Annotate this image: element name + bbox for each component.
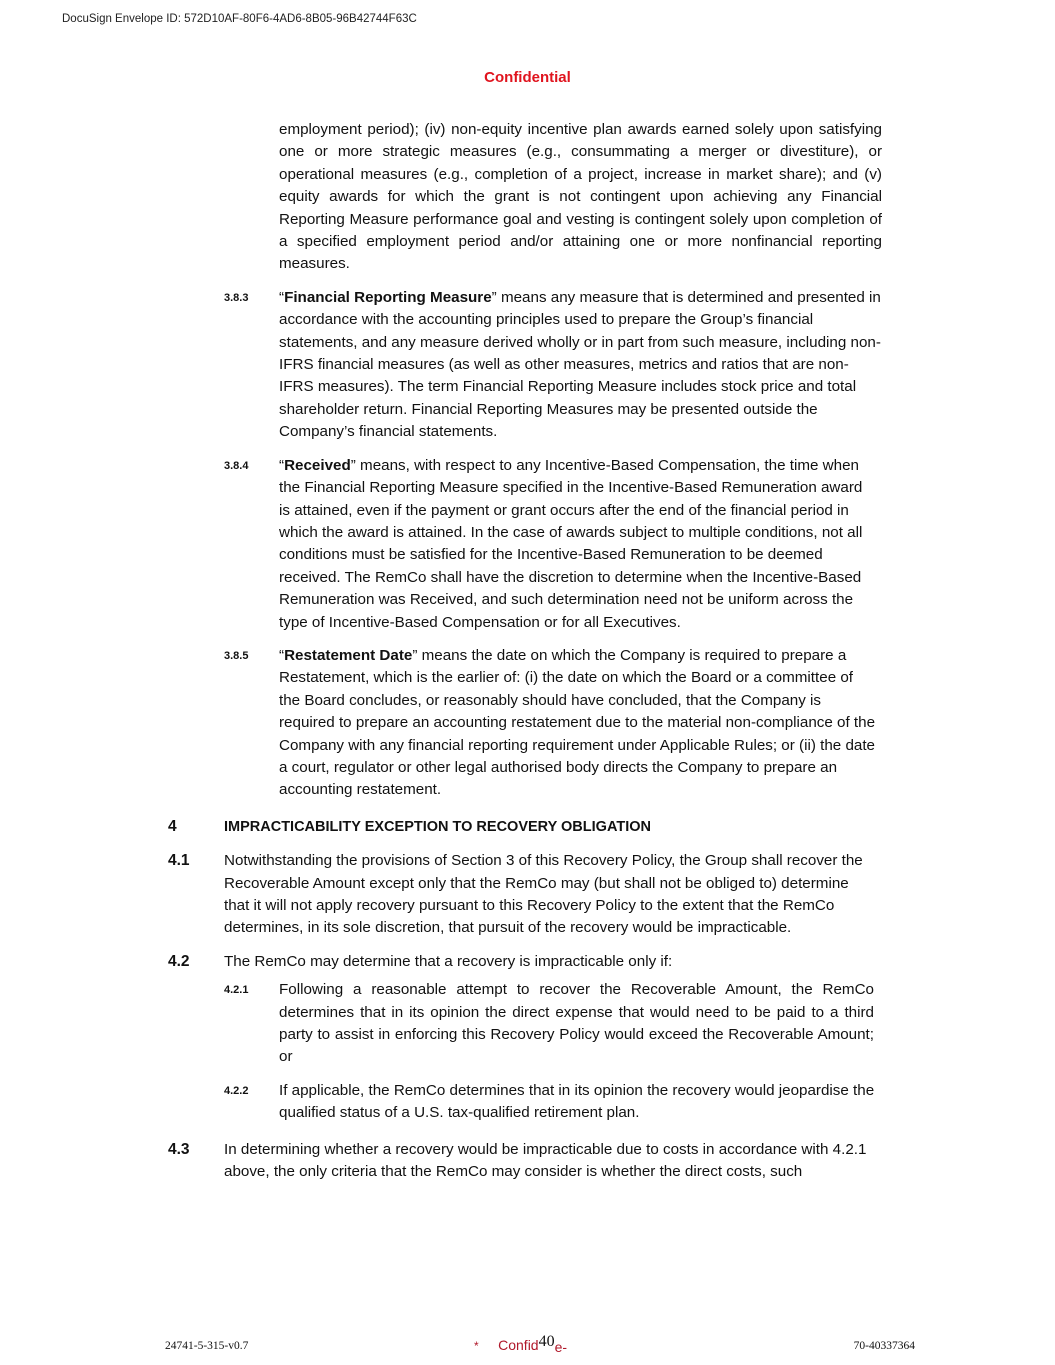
open-quote: “ <box>279 646 285 664</box>
clause-3-8-3 <box>224 287 882 444</box>
paragraph-text: In determining whether a recovery would be impracticable due to costs in accordance with 4.2.1 above, the only criteria that the RemCo may consider is whether the direct costs, such <box>224 1140 867 1181</box>
footer-center <box>474 1333 568 1355</box>
footer-center-suffix: e- <box>554 1339 568 1355</box>
clause-text: means, with respect to any Incentive-Based Compensation, the time when the Financial Reporting Measure specified in the Incentive-Based Remuneration award is attained, even if the payment or grant occurs after the end of the financial period in which the award is attained. In the case of awards subject to multiple conditions, not all conditions must be satisfied for the Incentive-Based Remuneration to be deemed received. The RemCo shall have the discretion to determine when the Incentive-Based Remuneration was Received, and such determination need not be uniform across the type of Incentive-Based Compensation or for all Executives. <box>279 456 863 631</box>
open-quote: “ <box>279 288 285 306</box>
paragraph-text: If applicable, the RemCo determines that in its opinion the recovery would jeopardise the qualified status of a U.S. tax-qualified retirement plan. <box>279 1081 875 1122</box>
defined-term: Restatement Date <box>284 646 413 664</box>
clause-number: 3.8.5 <box>224 649 249 662</box>
paragraph-text: The RemCo may determine that a recovery is impracticable only if: <box>224 952 673 970</box>
paragraph-4-2 <box>168 951 876 973</box>
clause-number: 3.8.4 <box>224 459 249 472</box>
section-heading: IMPRACTICABILITY EXCEPTION TO RECOVERY OBLIGATION <box>224 818 651 835</box>
clause-text: means any measure that is determined and presented in accordance with the accounting principles used to prepare the Group’s financial statements, and any measure derived wholly or in part from such measure, including non-IFRS financial measures (as well as other measures, metrics and ratios that are non-IFRS measures). The term Financial Reporting Measure includes stock price and total shareholder return. Financial Reporting Measures may be presented outside the Company’s financial statements. <box>279 288 881 441</box>
clause-text: means the date on which the Company is required to prepare a Restatement, which is the earlier of: (i) the date on which the Board or a committee of the Board concludes, or reasonably should have concluded, that the Company is required to prepare an accounting restatement due to the material non-compliance of the Company with any financial reporting requirement under Applicable Rules; or (ii) the date a court, regulator or other legal authorised body directs the Company to prepare an accounting restatement. <box>279 646 876 799</box>
paragraph-text: Notwithstanding the provisions of Section 3 of this Recovery Policy, the Group shall recover the Recoverable Amount except only that the RemCo may (but shall not be obliged to) determine that it will not apply recovery pursuant to this Recovery Policy to the extent that the RemCo determines, in its sole discretion, that pursuit of the recovery would be impracticable. <box>224 852 863 937</box>
footer-center-text: Confid <box>498 1337 539 1353</box>
paragraph-4-2-1 <box>224 979 874 1069</box>
clause-3-8-5 <box>224 645 877 802</box>
section-number: 4 <box>168 817 177 835</box>
defined-term: Financial Reporting Measure <box>284 288 492 306</box>
section-number: 4.3 <box>168 1140 190 1158</box>
footer-star: * <box>474 1339 479 1353</box>
open-quote: “ <box>279 456 285 474</box>
confidential-label: Confidential <box>484 69 571 86</box>
section-number: 4.2 <box>168 952 190 970</box>
close-quote: ” <box>412 646 418 664</box>
page-number: 40 <box>538 1333 555 1350</box>
clause-number: 3.8.3 <box>224 291 249 304</box>
clause-number: 4.2.1 <box>224 984 249 997</box>
footer-doc-ref: 24741-5-315-v0.7 <box>165 1340 249 1352</box>
clause-number: 4.2.2 <box>224 1084 249 1097</box>
defined-term: Received <box>284 456 351 474</box>
section-4-heading-row <box>168 816 876 838</box>
close-quote: ” <box>491 288 497 306</box>
paragraph-4-2-2 <box>224 1080 879 1125</box>
section-number: 4.1 <box>168 852 190 870</box>
footer-matter-ref: 70-40337364 <box>853 1340 915 1352</box>
continuation-paragraph: employment period); (iv) non-equity incentive plan awards earned solely upon satisfying one or more strategic measures (e.g., consummating a merger or divestiture), or operational measures (e.g., completion of a project, increase in market share); and (v) equity awards for which the grant is not contingent upon achieving any Financial Reporting Measure performance goal and vesting is contingent solely upon completion of a specified employment period and/or attaining one or more nonfinancial reporting measures. <box>279 121 882 273</box>
envelope-id: DocuSign Envelope ID: 572D10AF-80F6-4AD6-8B05-96B42744F63C <box>62 13 417 25</box>
paragraph-text: Following a reasonable attempt to recover the Recoverable Amount, the RemCo determines that in its opinion the direct expense that would need to be paid to a third party to assist in enforcing this Recovery Policy would exceed the Recoverable Amount; or <box>279 981 874 1066</box>
close-quote: ” <box>350 456 356 474</box>
paragraph-4-3 <box>168 1139 876 1184</box>
clause-3-8-4 <box>224 455 875 634</box>
document-body <box>0 119 1055 1194</box>
paragraph-4-1 <box>168 850 876 940</box>
